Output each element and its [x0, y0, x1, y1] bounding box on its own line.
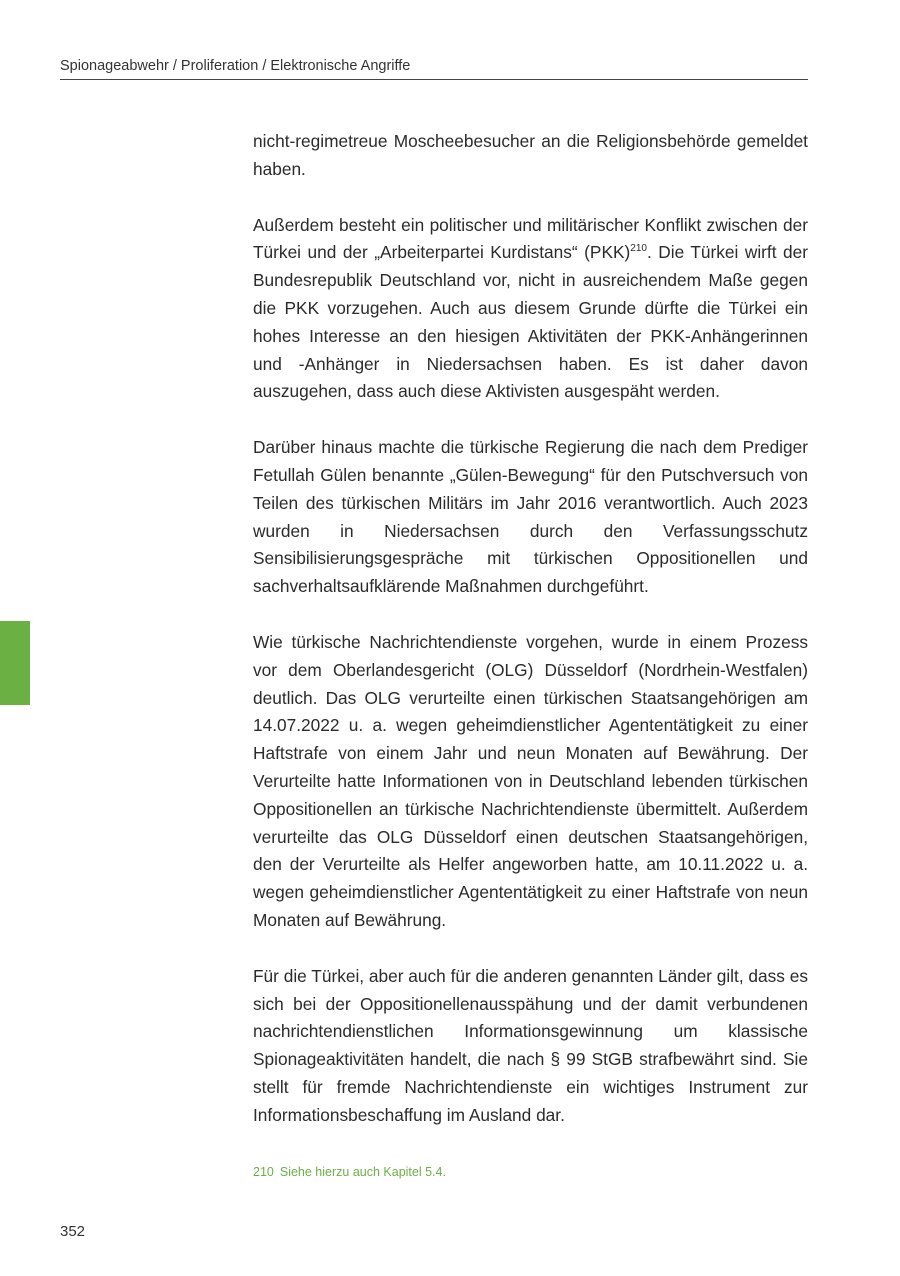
paragraph-text: . Die Türkei wirft der Bundesrepublik Deutschland vor, nicht in ausreichendem Maße gegen die PKK vorzugehen. Auch aus diesem Grunde dürfte die Türkei ein hohes Interesse an den hiesigen Aktivitäten der PKK-Anhängerinnen und -Anhänger in Niedersachsen haben. Es ist daher davon auszugehen, dass auch diese Aktivisten ausgespäht werden. [253, 242, 808, 402]
paragraph: nicht-regimetreue Moscheebesucher an die Religionsbehörde gemeldet haben. [253, 131, 808, 179]
footnote-number: 210 [253, 1165, 274, 1179]
footnote-reference[interactable]: 210 [630, 243, 647, 255]
paragraph-text: Außerdem besteht ein politischer und militärischer Konflikt zwischen der Türkei und der „Arbeiterpartei Kurdistans“ (PKK) [253, 214, 808, 263]
paragraph: Darüber hinaus machte die türkische Regierung die nach dem Prediger Fetullah Gülen benannte „Gülen-Bewegung“ für den Putschversuch von Teilen des türkischen Militärs im Jahr 2016 verantwortlich. Auch 2023 wurden in Niedersachsen durch den Verfassungsschutz Sensibilisierungsgespräche mit türkischen Oppositionellen und sachverhaltsaufklärende Maßnahmen durchgeführt. [253, 437, 808, 597]
footnote [253, 1165, 808, 1179]
footnote-text: Siehe hierzu auch Kapitel 5.4. [279, 1165, 446, 1179]
paragraph [253, 212, 808, 407]
main-text [253, 128, 808, 1158]
running-header: Spionageabwehr / Proliferation / Elektronische Angriffe [60, 58, 808, 80]
page-number: 352 [60, 1223, 86, 1240]
paragraph: Wie türkische Nachrichtendienste vorgehen, wurde in einem Prozess vor dem Oberlandesgericht (OLG) Düsseldorf (Nordrhein-Westfalen) deutlich. Das OLG verurteilte einen türkischen Staatsangehörigen am 14.07.2022 u. a. wegen geheimdienstlicher Agententätigkeit zu einer Haftstrafe von einem Jahr und neun Monaten auf Bewährung. Der Verurteilte hatte Informationen von in Deutschland lebenden türkischen Oppositionellen an türkische Nachrichtendienste übermittelt. Außerdem verurteilte das OLG Düsseldorf einen deutschen Staatsangehörigen, den der Verurteilte als Helfer angeworben hatte, am 10.11.2022 u. a. wegen geheimdienstlicher Agententätigkeit zu einer Haftstrafe von neun Monaten auf Bewährung. [253, 631, 808, 930]
chapter-tab-marker [0, 621, 30, 705]
paragraph: Für die Türkei, aber auch für die anderen genannten Länder gilt, dass es sich bei der Oppositionellenausspähung und der damit verbundenen nachrichtendienstlichen Informationsgewinnung um klassische Spionageaktivitäten handelt, die nach § 99 StGB strafbewährt sind. Sie stellt für fremde Nachrichtendienste ein wichtiges Instrument zur Informationsbeschaffung im Ausland dar. [253, 965, 808, 1125]
